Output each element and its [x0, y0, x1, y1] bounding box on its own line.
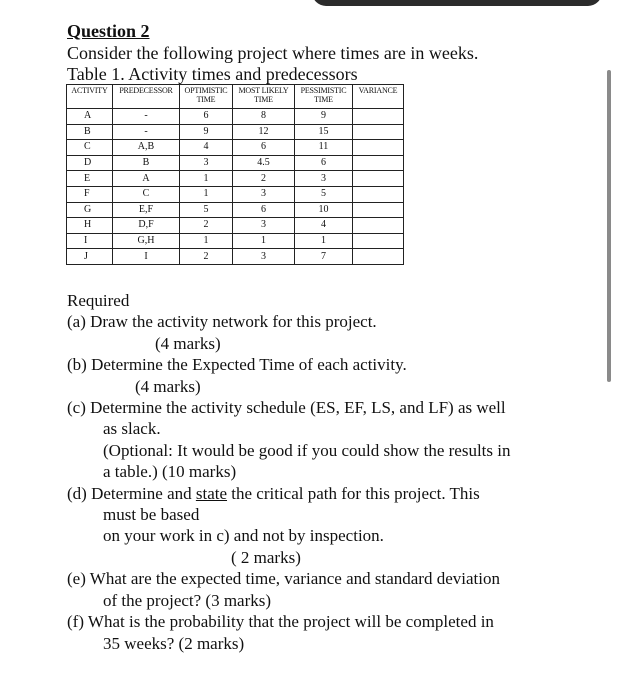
cell-variance: [353, 140, 404, 156]
cell-predecessor: C: [113, 186, 180, 202]
cell-optimistic: 3: [180, 155, 233, 171]
part-d-text-2: must be based: [103, 505, 200, 525]
cell-predecessor: -: [113, 109, 180, 125]
part-c-optional: (Optional: It would be good if you could show the results in: [103, 440, 511, 460]
cell-predecessor: -: [113, 124, 180, 140]
cell-pessimistic: 1: [295, 233, 353, 249]
cell-pessimistic: 4: [295, 218, 353, 234]
cell-activity: F: [67, 186, 113, 202]
part-e-text: (e) What are the expected time, variance and standard deviation: [67, 569, 500, 589]
part-a-text: (a) Draw the activity network for this project.: [67, 312, 377, 332]
cell-variance: [353, 155, 404, 171]
part-c-marks: a table.) (10 marks): [103, 462, 237, 482]
question-intro: Consider the following project where times are in weeks.: [67, 43, 479, 63]
header-activity: ACTIVITY: [67, 85, 113, 109]
cell-most-likely: 3: [233, 218, 295, 234]
cell-pessimistic: 5: [295, 186, 353, 202]
part-b-marks: (4 marks): [135, 376, 201, 396]
cell-optimistic: 1: [180, 233, 233, 249]
cell-pessimistic: 9: [295, 109, 353, 125]
table-row: [67, 218, 404, 234]
part-c-text-2: as slack.: [103, 419, 161, 439]
cell-variance: [353, 249, 404, 265]
table-row: [67, 171, 404, 187]
cell-most-likely: 3: [233, 186, 295, 202]
state-underlined: state: [195, 483, 228, 503]
cell-optimistic: 1: [180, 186, 233, 202]
table-row: [67, 124, 404, 140]
cell-activity: I: [67, 233, 113, 249]
cell-pessimistic: 11: [295, 140, 353, 156]
cell-optimistic: 9: [180, 124, 233, 140]
cell-optimistic: 2: [180, 218, 233, 234]
cell-pessimistic: 15: [295, 124, 353, 140]
cell-predecessor: A: [113, 171, 180, 187]
cell-activity: J: [67, 249, 113, 265]
cell-variance: [353, 171, 404, 187]
cell-pessimistic: 3: [295, 171, 353, 187]
cell-most-likely: 2: [233, 171, 295, 187]
cell-most-likely: 12: [233, 124, 295, 140]
cell-predecessor: E,F: [113, 202, 180, 218]
cell-variance: [353, 124, 404, 140]
cell-variance: [353, 109, 404, 125]
cell-predecessor: I: [113, 249, 180, 265]
header-predecessor: PREDECESSOR: [113, 85, 180, 109]
cell-activity: E: [67, 171, 113, 187]
cell-activity: D: [67, 155, 113, 171]
cell-pessimistic: 7: [295, 249, 353, 265]
cell-optimistic: 2: [180, 249, 233, 265]
part-d-text: (d) Determine and state the critical path for this project. This: [67, 483, 480, 503]
part-f-text-2: 35 weeks? (2 marks): [103, 633, 245, 653]
cell-activity: B: [67, 124, 113, 140]
cell-optimistic: 6: [180, 109, 233, 125]
table-row: [67, 140, 404, 156]
part-b-text: (b) Determine the Expected Time of each activity.: [67, 355, 407, 375]
top-bezel: [312, 0, 602, 6]
cell-most-likely: 4.5: [233, 155, 295, 171]
cell-activity: H: [67, 218, 113, 234]
cell-most-likely: 6: [233, 202, 295, 218]
part-a-marks: (4 marks): [155, 333, 221, 353]
table-header-row: [67, 85, 404, 109]
cell-predecessor: D,F: [113, 218, 180, 234]
cell-variance: [353, 202, 404, 218]
cell-activity: A: [67, 109, 113, 125]
question-title: Question 2: [67, 21, 150, 41]
cell-most-likely: 3: [233, 249, 295, 265]
activity-table: [66, 84, 404, 265]
cell-optimistic: 4: [180, 140, 233, 156]
table-row: [67, 233, 404, 249]
part-d-text-3: on your work in c) and not by inspection.: [103, 526, 384, 546]
header-most-likely: MOST LIKELY TIME: [233, 85, 295, 109]
cell-most-likely: 8: [233, 109, 295, 125]
cell-predecessor: B: [113, 155, 180, 171]
cell-pessimistic: 6: [295, 155, 353, 171]
cell-optimistic: 5: [180, 202, 233, 218]
cell-optimistic: 1: [180, 171, 233, 187]
cell-predecessor: A,B: [113, 140, 180, 156]
cell-most-likely: 6: [233, 140, 295, 156]
part-d-marks: ( 2 marks): [231, 547, 301, 567]
part-f-text: (f) What is the probability that the project will be completed in: [67, 612, 494, 632]
cell-variance: [353, 218, 404, 234]
cell-predecessor: G,H: [113, 233, 180, 249]
header-pessimistic: PESSIMISTIC TIME: [295, 85, 353, 109]
cell-most-likely: 1: [233, 233, 295, 249]
cell-variance: [353, 186, 404, 202]
cell-pessimistic: 10: [295, 202, 353, 218]
table-row: [67, 109, 404, 125]
cell-activity: G: [67, 202, 113, 218]
table-row: [67, 202, 404, 218]
table-row: [67, 186, 404, 202]
table-row: [67, 155, 404, 171]
table-caption: Table 1. Activity times and predecessors: [67, 64, 358, 84]
scrollbar[interactable]: [607, 70, 611, 382]
table-row: [67, 249, 404, 265]
header-optimistic: OPTIMISTIC TIME: [180, 85, 233, 109]
required-section: [67, 290, 510, 654]
required-heading: Required: [67, 291, 130, 310]
part-c-text: (c) Determine the activity schedule (ES, EF, LS, and LF) as well: [67, 398, 506, 418]
part-e-text-2: of the project? (3 marks): [103, 590, 272, 610]
cell-activity: C: [67, 140, 113, 156]
header-variance: VARIANCE: [353, 85, 404, 109]
cell-variance: [353, 233, 404, 249]
